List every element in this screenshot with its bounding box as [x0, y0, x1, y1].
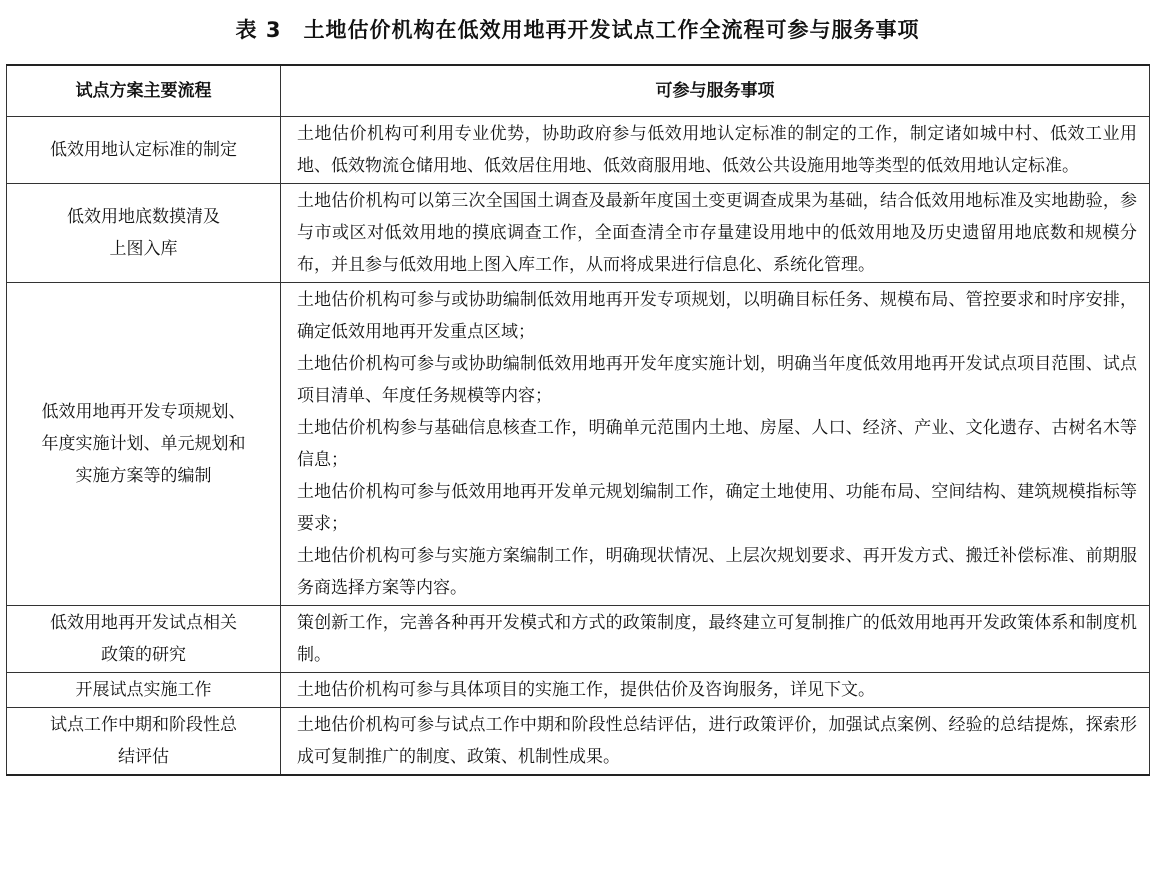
table-row [7, 673, 1150, 708]
process-line: 实施方案等的编制 [75, 466, 212, 486]
process-line: 低效用地认定标准的制定 [50, 140, 237, 160]
services-cell [281, 606, 1150, 673]
services-cell [281, 184, 1150, 283]
table-row [7, 184, 1150, 283]
table-row [7, 117, 1150, 184]
process-line: 低效用地再开发专项规划、 [41, 402, 246, 422]
header-row [7, 65, 1150, 117]
process-cell [7, 673, 281, 708]
service-item: 土地估价机构参与基础信息核查工作，明确单元范围内土地、房屋、人口、经济、产业、文化遗存、古树名木等信息； [297, 418, 1137, 470]
process-line: 试点工作中期和阶段性总 [50, 715, 237, 735]
process-line: 低效用地再开发试点相关 [50, 613, 237, 633]
process-line: 低效用地底数摸清及 [67, 207, 220, 227]
process-line: 开展试点实施工作 [75, 680, 212, 700]
process-cell [7, 184, 281, 283]
header-process: 试点方案主要流程 [7, 65, 281, 117]
services-cell [281, 117, 1150, 184]
service-item: 土地估价机构可参与试点工作中期和阶段性总结评估，进行政策评价，加强试点案例、经验的总结提炼，探索形成可复制推广的制度、政策、机制性成果。 [297, 715, 1137, 767]
service-item: 策创新工作，完善各种再开发模式和方式的政策制度，最终建立可复制推广的低效用地再开发政策体系和制度机制。 [297, 613, 1137, 665]
process-cell [7, 283, 281, 606]
service-item: 土地估价机构可参与低效用地再开发单元规划编制工作，确定土地使用、功能布局、空间结构、建筑规模指标等要求； [297, 482, 1137, 534]
services-table [6, 64, 1150, 776]
process-cell [7, 708, 281, 776]
services-cell [281, 708, 1150, 776]
service-item: 土地估价机构可以第三次全国国土调查及最新年度国土变更调查成果为基础，结合低效用地标准及实地勘验，参与市或区对低效用地的摸底调查工作，全面查清全市存量建设用地中的低效用地及历史遗留用地底数和规模分布，并且参与低效用地上图入库工作，从而将成果进行信息化、系统化管理。 [297, 191, 1137, 275]
service-item: 土地估价机构可参与或协助编制低效用地再开发专项规划，以明确目标任务、规模布局、管控要求和时序安排，确定低效用地再开发重点区域； [297, 290, 1137, 342]
table-number: 表 3 [235, 18, 282, 42]
table-caption [0, 14, 1155, 44]
table-row [7, 283, 1150, 606]
header-services: 可参与服务事项 [281, 65, 1150, 117]
table-title: 土地估价机构在低效用地再开发试点工作全流程可参与服务事项 [303, 18, 920, 42]
services-cell [281, 673, 1150, 708]
process-line: 结评估 [118, 747, 169, 767]
table-row [7, 708, 1150, 776]
process-cell [7, 117, 281, 184]
service-item: 土地估价机构可参与或协助编制低效用地再开发年度实施计划，明确当年度低效用地再开发试点项目范围、试点项目清单、年度任务规模等内容； [297, 354, 1137, 406]
table-row [7, 606, 1150, 673]
process-line: 上图入库 [109, 239, 178, 259]
service-item: 土地估价机构可参与具体项目的实施工作，提供估价及咨询服务，详见下文。 [297, 680, 875, 700]
service-item: 土地估价机构可参与实施方案编制工作，明确现状情况、上层次规划要求、再开发方式、搬迁补偿标准、前期服务商选择方案等内容。 [297, 546, 1137, 598]
process-line: 年度实施计划、单元规划和 [41, 434, 246, 454]
service-item: 土地估价机构可利用专业优势，协助政府参与低效用地认定标准的制定的工作，制定诸如城中村、低效工业用地、低效物流仓储用地、低效居住用地、低效商服用地、低效公共设施用地等类型的低效用地认定标准。 [297, 124, 1137, 176]
services-cell [281, 283, 1150, 606]
process-cell [7, 606, 281, 673]
process-line: 政策的研究 [101, 645, 186, 665]
